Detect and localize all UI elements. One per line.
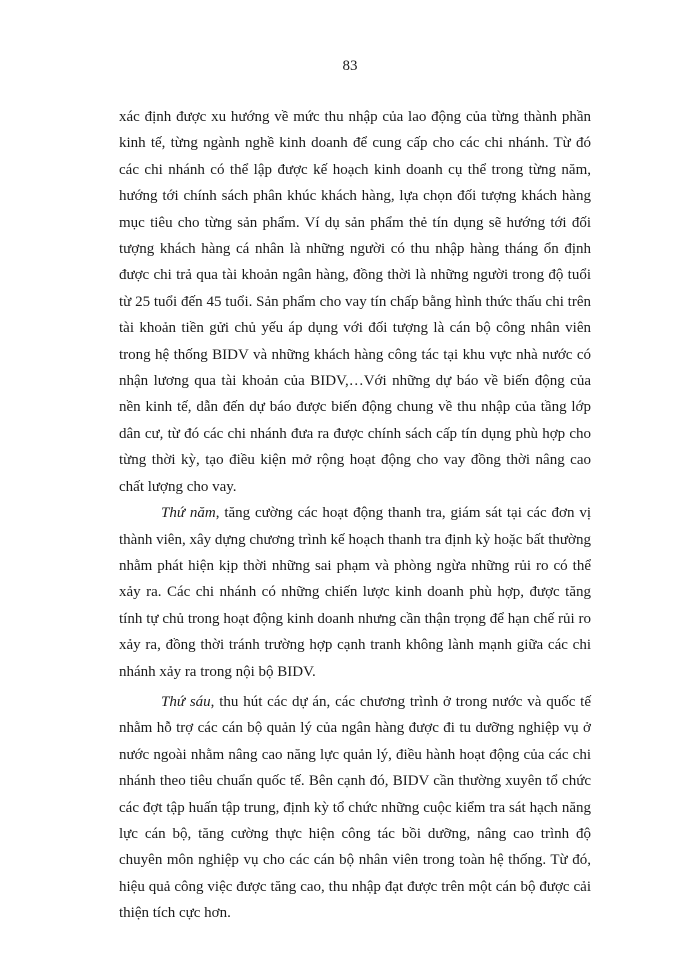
paragraph-text: , thu hút các dự án, các chương trình ở trong nước và quốc tế nhằm hỗ trợ các cán bộ quản lý của ngân hàng được đi tu dưỡng nghiệp vụ ở nước ngoài nhằm nâng cao năng lực quản lý, điều hành hoạt động của các chi nhánh theo tiêu chuẩn quốc tế. Bên cạnh đó, BIDV cần thường xuyên tổ chức các đợt tập huấn tập trung, định kỳ tổ chức những cuộc kiểm tra sát hạch năng lực cán bộ, tăng cường thực hiện công tác bồi dưỡng, nâng cao trình độ chuyên môn nghiệp vụ cho các cán bộ nhân viên trong toàn hệ thống. Từ đó, hiệu quả công việc được tăng cao, thu nhập đạt được trên một cán bộ được cải thiện tích cực hơn. xyxy=(119,693,591,922)
page-number: 83 xyxy=(342,58,358,74)
paragraph-lead: Thứ sáu xyxy=(161,693,211,710)
paragraph-continuation xyxy=(119,104,591,500)
paragraph-thu-sau xyxy=(119,689,591,927)
body-text xyxy=(119,104,591,927)
paragraph-lead: Thứ năm xyxy=(161,505,216,522)
paragraph-thu-nam xyxy=(119,500,591,685)
paragraph-text: , tăng cường các hoạt động thanh tra, giám sát tại các đơn vị thành viên, xây dựng chương trình kế hoạch thanh tra định kỳ hoặc bất thường nhằm phát hiện kịp thời những sai phạm và phòng ngừa những rủi ro có thể xảy ra. Các chi nhánh có những chiến lược kinh doanh phù hợp, được tăng tính tự chủ trong hoạt động kinh doanh nhưng cần thận trọng để hạn chế rủi ro xảy ra, đồng thời tránh trường hợp cạnh tranh không lành mạnh giữa các chi nhánh xảy ra trong nội bộ BIDV. xyxy=(119,505,591,680)
paragraph-text: xác định được xu hướng về mức thu nhập của lao động của từng thành phần kinh tế, từng ngành nghề kinh doanh để cung cấp cho các chi nhánh. Từ đó các chi nhánh có thể lập được kế hoạch kinh doanh cụ thể trong từng năm, hướng tới chính sách phân khúc khách hàng, lựa chọn đối tượng khách hàng mục tiêu cho từng sản phẩm. Ví dụ sản phẩm thẻ tín dụng sẽ hướng tới đối tượng khách hàng cá nhân là những người có thu nhập hàng tháng ổn định được chi trả qua tài khoản ngân hàng, đồng thời là những người trong độ tuổi từ 25 tuổi đến 45 tuổi. Sản phẩm cho vay tín chấp bằng hình thức thấu chi trên tài khoản tiền gửi chủ yếu áp dụng với đối tượng là cán bộ công nhân viên trong hệ thống BIDV và những khách hàng công tác tại khu vực nhà nước có nhận lương qua tài khoản của BIDV,…Với những dự báo về biến động của nền kinh tế, dẫn đến dự báo được biến động chung về thu nhập của tầng lớp dân cư, từ đó các chi nhánh đưa ra được chính sách cấp tín dụng phù hợp cho từng thời kỳ, tạo điều kiện mở rộng hoạt động cho vay đồng thời nâng cao chất lượng cho vay. xyxy=(119,109,591,495)
